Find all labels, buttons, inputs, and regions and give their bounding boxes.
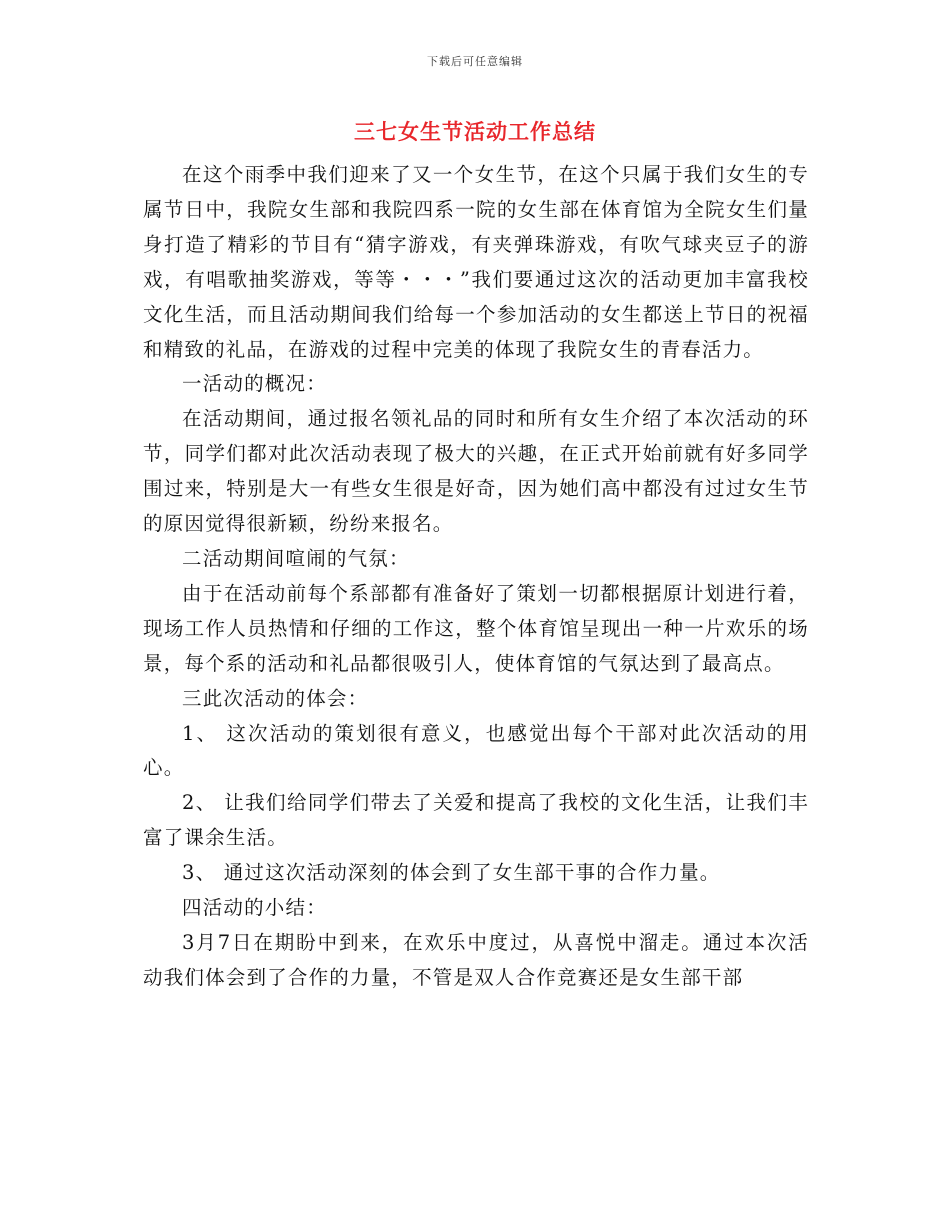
summary-paragraph: 3月7日在期盼中到来，在欢乐中度过，从喜悦中溜走。通过本次活动我们体会到了合作的力量，不管是双人合作竞赛还是女生部干部 <box>143 930 809 989</box>
atmosphere-paragraph: 由于在活动前每个系部都有准备好了策划一切都根据原计划进行着，现场工作人员热情和仔细的工作这，整个体育馆呈现出一种一片欢乐的场景，每个系的活动和礼品都很吸引人，使体育馆的气氛达到了最高点。 <box>143 581 809 675</box>
section-heading-summary: 四活动的小结： <box>182 896 327 920</box>
experience-item-3: 3、 通过这次活动深刻的体会到了女生部干事的合作力量。 <box>182 861 721 885</box>
section-heading-overview: 一活动的概况： <box>182 372 327 396</box>
overview-paragraph: 在活动期间，通过报名领礼品的同时和所有女生介绍了本次活动的环节，同学们都对此次活动表现了极大的兴趣，在正式开始前就有好多同学围过来，特别是大一有些女生很是好奇，因为她们高中都没有过过女生节的原因觉得很新颖，纷纷来报名。 <box>143 407 809 536</box>
document-title: 三七女生节活动工作总结 <box>354 119 596 144</box>
experience-item-2: 2、 让我们给同学们带去了关爱和提高了我校的文化生活，让我们丰富了课余生活。 <box>143 791 809 850</box>
experience-item-1: 1、 这次活动的策划很有意义，也感觉出每个干部对此次活动的用心。 <box>143 721 809 780</box>
header-note: 下载后可任意编辑 <box>427 55 523 68</box>
intro-paragraph: 在这个雨季中我们迎来了又一个女生节，在这个只属于我们女生的专属节日中，我院女生部和我院四系一院的女生部在体育馆为全院女生们量身打造了精彩的节目有“猜字游戏，有夹弹珠游戏，有吹气球夹豆子的游戏，有唱歌抽奖游戏，等等・・・”我们要通过这次的活动更加丰富我校文化生活，而且活动期间我们给每一个参加活动的女生都送上节日的祝福和精致的礼品，在游戏的过程中完美的体现了我院女生的青春活力。 <box>143 163 809 361</box>
document-body <box>143 158 809 996</box>
section-heading-experience: 三此次活动的体会： <box>182 686 369 710</box>
section-heading-atmosphere: 二活动期间喧闹的气氛： <box>182 546 410 570</box>
